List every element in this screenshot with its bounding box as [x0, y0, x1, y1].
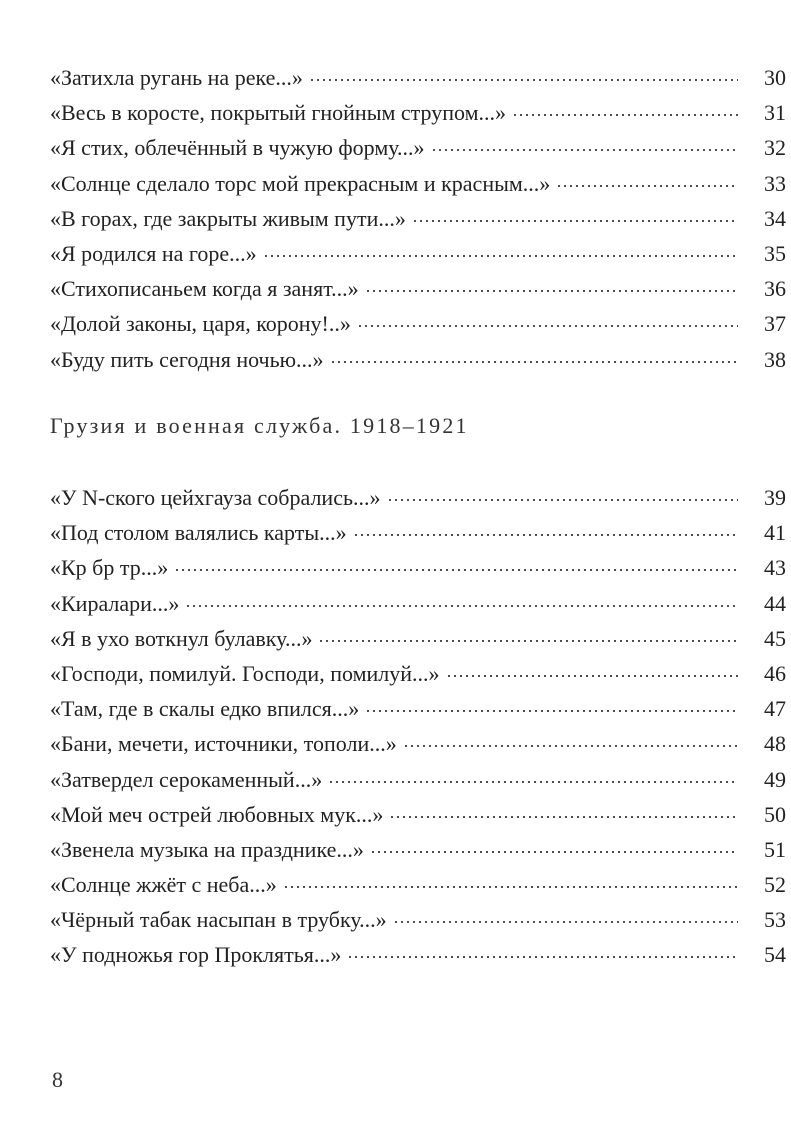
toc-entry-page: 48 — [764, 731, 786, 757]
toc-entry-title: «Под столом валялись карты...» — [50, 520, 347, 546]
dot-leader — [357, 325, 738, 327]
toc-entry-page: 51 — [764, 836, 786, 862]
dot-leader — [263, 255, 738, 257]
toc-entry-title: «Киралари...» — [50, 590, 180, 616]
toc-entry — [50, 726, 786, 761]
toc-entry-title: «Стихописаньем когда я занят...» — [50, 276, 359, 302]
toc-entry-title: «Я родился на горе...» — [50, 240, 257, 266]
dot-leader — [309, 79, 738, 81]
toc-entry-title: «Господи, помилуй. Господи, помилуй...» — [50, 660, 440, 686]
dot-leader — [185, 605, 738, 607]
dot-leader — [446, 675, 738, 677]
dot-leader — [387, 499, 738, 501]
dot-leader — [512, 114, 738, 116]
dot-leader — [403, 745, 738, 747]
toc-entry-page: 31 — [764, 100, 786, 126]
page-number: 8 — [52, 1067, 63, 1092]
toc-entry-title: «Весь в коросте, покрытый гнойным струпом...» — [50, 100, 507, 126]
toc-entry-title: «Мой меч острей любовных мук...» — [50, 801, 384, 827]
toc-entry-title: «Бани, мечети, источники, тополи...» — [50, 731, 397, 757]
dot-leader — [370, 851, 738, 853]
toc-entry — [50, 60, 786, 95]
toc-entry — [50, 867, 786, 902]
toc-entry-title: «У N-ского цейхгауза собрались...» — [50, 485, 381, 510]
toc-entry — [50, 236, 786, 271]
toc-entry-title: «У подножья гор Проклятья...» — [50, 942, 342, 968]
toc-entry — [50, 95, 786, 130]
dot-leader — [365, 290, 738, 292]
toc-entry-page: 44 — [764, 590, 786, 616]
dot-leader — [330, 361, 738, 363]
toc-entry — [50, 201, 786, 236]
toc-entry — [50, 621, 786, 656]
dot-leader — [412, 220, 738, 222]
toc-entry — [50, 480, 786, 515]
toc-entry-title: «Солнце сделало торс мой прекрасным и красным...» — [50, 170, 551, 196]
toc-entry — [50, 937, 786, 972]
dot-leader — [174, 569, 738, 571]
dot-leader — [353, 534, 738, 536]
toc-entry-title: «Чёрный табак насыпан в трубку...» — [50, 907, 387, 933]
toc-entry — [50, 762, 786, 797]
dot-leader — [347, 956, 738, 958]
toc-entry — [50, 832, 786, 867]
toc-entry — [50, 306, 786, 341]
toc-entry-page: 46 — [764, 660, 786, 686]
toc-entry-page: 47 — [764, 696, 786, 722]
toc-entry-page: 52 — [764, 872, 786, 898]
toc-entry-page: 50 — [764, 801, 786, 827]
toc-entry-title: «Затвердел серокаменный...» — [50, 766, 323, 792]
toc-entry — [50, 271, 786, 306]
toc-entry-page: 37 — [764, 311, 786, 337]
toc-entry — [50, 691, 786, 726]
toc-entry — [50, 550, 786, 585]
toc-entry-title: «Долой законы, царя, корону!..» — [50, 311, 351, 337]
toc-entry-title: «Я стих, облечённый в чужую форму...» — [50, 135, 425, 161]
dot-leader — [328, 781, 738, 783]
dot-leader — [431, 149, 738, 151]
toc-entry-page: 41 — [764, 520, 786, 546]
toc-entry-page: 45 — [764, 625, 786, 651]
toc-entry-page: 30 — [764, 65, 786, 90]
toc-entry — [50, 586, 786, 621]
toc-entry — [50, 342, 786, 377]
section-heading: Грузия и военная служба. 1918–1921 — [50, 413, 469, 438]
toc-entry-page: 36 — [764, 276, 786, 302]
toc-entry-title: «Буду пить сегодня ночью...» — [50, 346, 324, 372]
toc-entry-page: 38 — [764, 346, 786, 372]
toc-list-part2 — [50, 480, 786, 973]
dot-leader — [365, 710, 738, 712]
toc-entry-page: 32 — [764, 135, 786, 161]
toc-entry-page: 54 — [764, 942, 786, 968]
toc-entry — [50, 515, 786, 550]
toc-entry — [50, 130, 786, 165]
toc-entry-page: 43 — [764, 555, 786, 581]
toc-entry-page: 35 — [764, 240, 786, 266]
toc-entry-page: 49 — [764, 766, 786, 792]
dot-leader — [283, 886, 738, 888]
toc-entry-title: «В горах, где закрыты живым пути...» — [50, 205, 406, 231]
dot-leader — [389, 816, 738, 818]
dot-leader — [318, 640, 738, 642]
dot-leader — [393, 921, 738, 923]
toc-entry-title: «Кр бр тр...» — [50, 555, 169, 581]
toc-entry-title: «Солнце жжёт с неба...» — [50, 872, 277, 898]
toc-entry-title: «Я в ухо воткнул булавку...» — [50, 625, 313, 651]
toc-entry-page: 39 — [764, 485, 786, 510]
toc-entry-page: 34 — [764, 205, 786, 231]
toc-entry — [50, 166, 786, 201]
dot-leader — [556, 185, 738, 187]
toc-entry-title: «Звенела музыка на празднике...» — [50, 836, 364, 862]
toc-entry-title: «Затихла ругань на реке...» — [50, 65, 303, 90]
toc-entry-page: 33 — [764, 170, 786, 196]
toc-entry-title: «Там, где в скалы едко впился...» — [50, 696, 360, 722]
toc-entry — [50, 797, 786, 832]
toc-entry — [50, 656, 786, 691]
toc-list-part1 — [50, 60, 786, 377]
toc-entry — [50, 902, 786, 937]
toc-entry-page: 53 — [764, 907, 786, 933]
